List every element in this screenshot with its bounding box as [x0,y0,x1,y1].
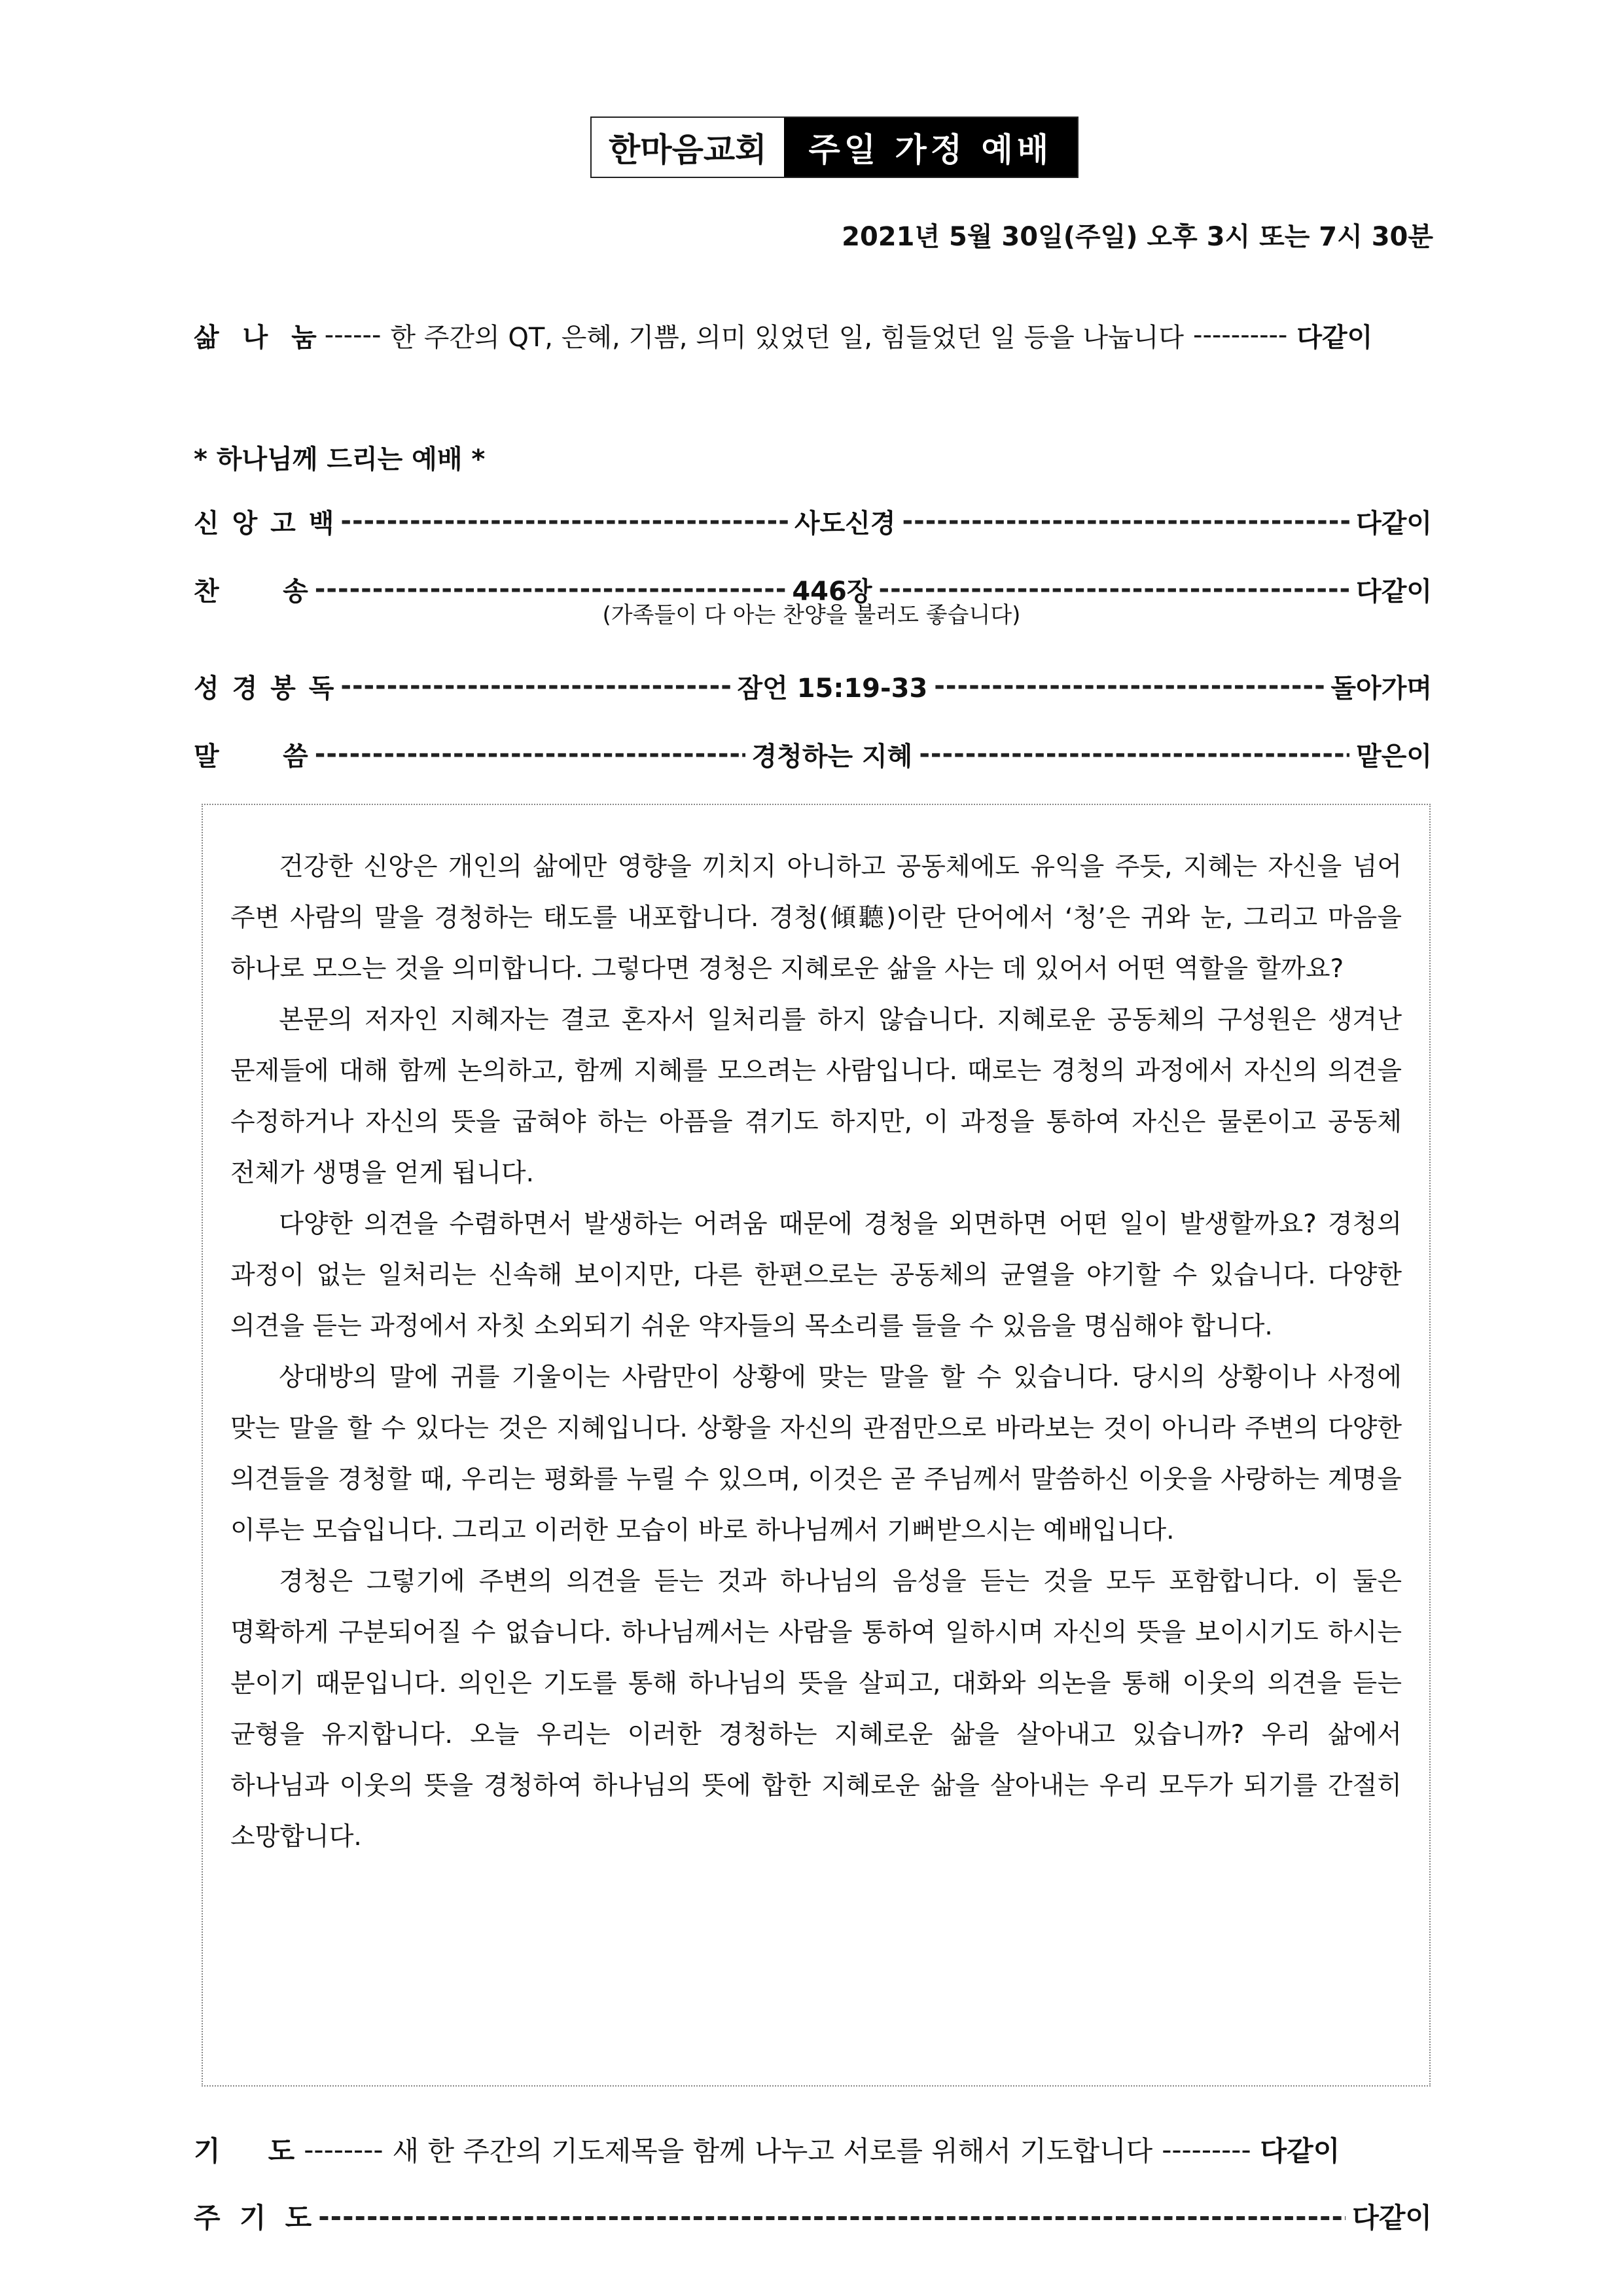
order-row-reading [194,666,1432,706]
order-dashes [902,506,1350,536]
order-dashes [919,739,1349,769]
service-date: 2021년 5월 30일(주일) 오후 3시 또는 7시 30분 [842,222,1433,252]
hymn-note: (가족들이 다 아는 찬양을 불러도 좋습니다) [602,602,1021,628]
prayer-description: 새 한 주간의 기도제목을 함께 나누고 서로를 위해서 기도합니다 [392,2135,1153,2167]
lords-prayer-row [194,2197,1432,2236]
order-who: 돌아가며 [1330,673,1432,704]
lords-prayer-label: 주 기 도 [194,2202,312,2234]
sermon-paragraph: 건강한 신앙은 개인의 삶에만 영향을 끼치지 아니하고 공동체에도 유익을 주듯, 지혜는 자신을 넘어 주변 사람의 말을 경청하는 태도를 내포합니다. 경청(傾聽)이란 단어에서 ‘청’은 귀와 눈, 그리고 마음을 하나로 모으는 것을 의미합니다. 그렇다면 경청은 지혜로운 삶을 사는 데 있어서 어떤 역할을 할까요? [230,852,1402,984]
order-label: 찬 송 [194,576,308,607]
order-item: 잠언 15:19-33 [737,673,928,704]
order-label: 신 앙 고 백 [194,508,334,539]
church-name: 한마음교회 [592,118,784,177]
order-dashes [340,506,788,536]
sharing-lead-dashes: ------ [324,320,382,350]
order-item: 446장 [792,576,872,607]
order-who: 다같이 [1356,508,1433,539]
order-label: 성 경 봉 독 [194,673,334,704]
sharing-row [194,315,1432,355]
worship-heading: * 하나님께 드리는 예배 * [194,444,486,475]
sharing-label: 삶 나 눔 [194,322,317,353]
service-title [590,117,1079,178]
prayer-row [194,2130,1432,2169]
sermon-paragraph: 경청은 그렇기에 주변의 의견을 듣는 것과 하나님의 음성을 듣는 것을 모두 포함합니다. 이 둘은 명확하게 구분되어질 수 없습니다. 하나님께서는 사람을 통하여 일하시며 자신의 뜻을 보이시기도 하시는 분이기 때문입니다. 의인은 기도를 통해 하나님의 뜻을 살피고, 대화와 의논을 통해 이웃의 의견을 듣는 균형을 유지합니다. 오늘 우리는 이러한 경청하는 지혜로운 삶을 살아내고 있습니까? 우리 삶에서 하나님과 이웃의 뜻을 경청하여 하나님의 뜻에 합한 지혜로운 삶을 살아내는 우리 모두가 되기를 간절히 소망합니다. [230,1567,1402,1852]
sermon-paragraph: 본문의 저자인 지혜자는 결코 혼자서 일처리를 하지 않습니다. 지혜로운 공동체의 구성원은 생겨난 문제들에 대해 함께 논의하고, 함께 지혜를 모으려는 사람입니다. 때로는 경청의 과정에서 자신의 의견을 수정하거나 자신의 뜻을 굽혀야 하는 아픔을 겪기도 하지만, 이 과정을 통하여 자신은 물론이고 공동체 전체가 생명을 얻게 됩니다. [230,1005,1402,1188]
order-item: 사도신경 [794,508,896,539]
order-who: 맡은이 [1356,741,1433,772]
order-row-sermon [194,734,1432,774]
order-dashes [315,739,745,769]
sharing-who: 다같이 [1296,322,1373,353]
order-dashes [340,671,730,701]
sermon-box [202,804,1431,2087]
lords-prayer-who: 다같이 [1352,2202,1432,2234]
order-row-confession [194,501,1432,541]
prayer-lead-dashes: -------- [304,2133,383,2166]
prayer-who: 다같이 [1260,2135,1340,2167]
prayer-tail-dashes: --------- [1162,2133,1251,2166]
sermon-paragraph: 다양한 의견을 수렴하면서 발생하는 어려움 때문에 경청을 외면하면 어떤 일이 발생할까요? 경청의 과정이 없는 일처리는 신속해 보이지만, 다른 한편으로는 공동체의 균열을 야기할 수 있습니다. 다양한 의견을 듣는 과정에서 자칫 소외되기 쉬운 약자들의 목소리를 들을 수 있음을 명심해야 합니다. [230,1210,1402,1341]
order-label: 말 씀 [194,741,308,772]
order-item: 경청하는 지혜 [751,741,913,772]
sharing-description: 한 주간의 QT, 은혜, 기쁨, 의미 있었던 일, 힘들었던 일 등을 나눕니다 [390,322,1185,353]
prayer-label: 기 도 [194,2135,295,2167]
service-name: 주일 가정 예배 [784,118,1078,177]
sharing-tail-dashes: ---------- [1193,320,1288,350]
lords-prayer-dashes [318,2200,1346,2233]
order-dashes [934,671,1324,701]
order-who: 다같이 [1356,576,1432,607]
sermon-paragraph: 상대방의 말에 귀를 기울이는 사람만이 상황에 맞는 말을 할 수 있습니다. 당시의 상황이나 사정에 맞는 말을 할 수 있다는 것은 지혜입니다. 상황을 자신의 관점만으로 바라보는 것이 아니라 주변의 다양한 의견들을 경청할 때, 우리는 평화를 누릴 수 있으며, 이것은 곧 주님께서 말씀하신 이웃을 사랑하는 계명을 이루는 모습입니다. 그리고 이러한 모습이 바로 하나님께서 기뻐받으시는 예배입니다. [230,1363,1402,1545]
